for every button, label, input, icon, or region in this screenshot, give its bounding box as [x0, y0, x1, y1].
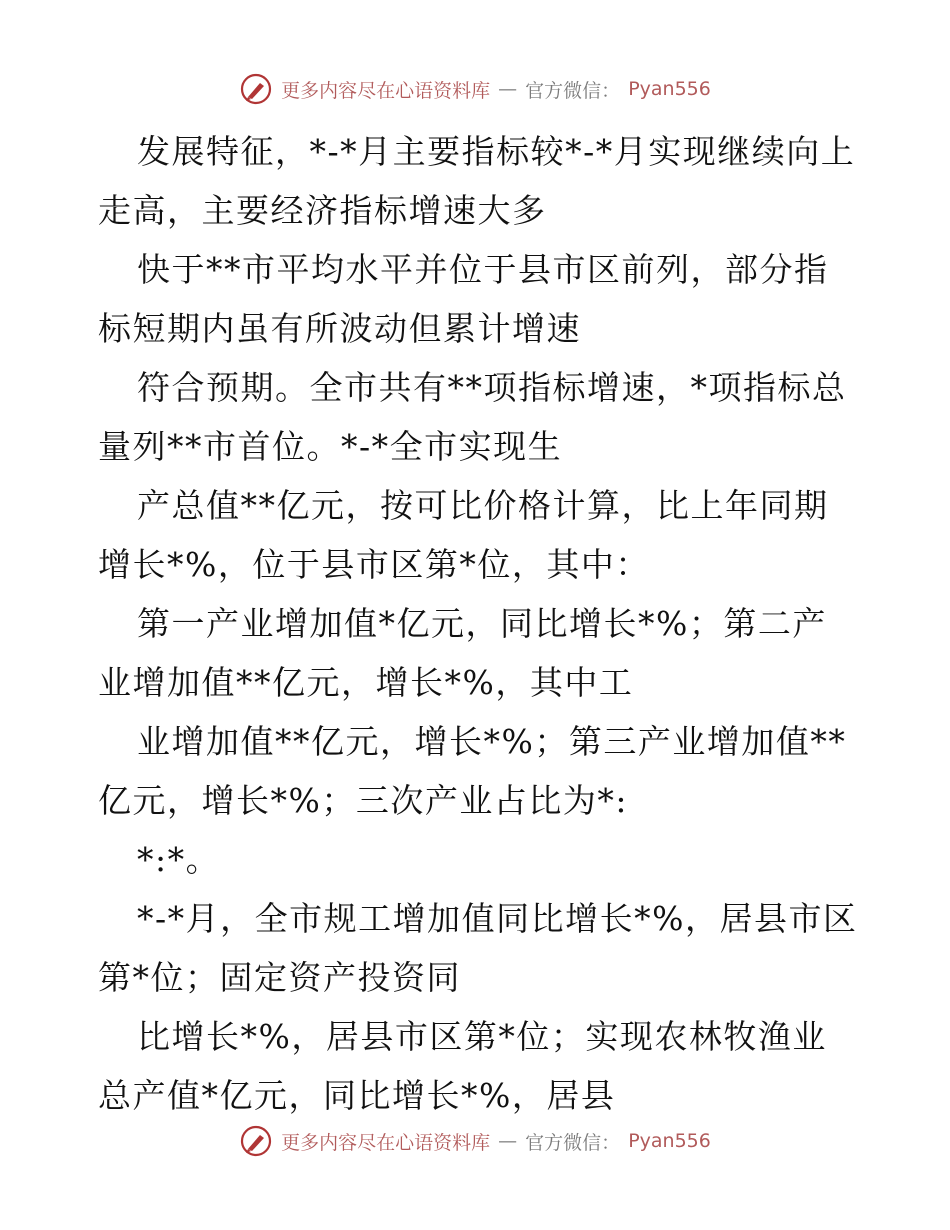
body-paragraph: 发展特征，*-*月主要指标较*-*月实现继续向上走高，主要经济指标增速大多 — [98, 132, 856, 230]
body-paragraph: 业增加值**亿元，增长*%；第三产业增加值**亿元，增长*%；三次产业占比为*: — [98, 722, 847, 820]
body-paragraph: 产总值**亿元，按可比价格计算，比上年同期增长*%，位于县市区第*位，其中： — [98, 486, 829, 584]
header-watermark — [0, 72, 950, 106]
body-paragraph: *:*。 — [137, 840, 221, 879]
pen-logo-icon — [239, 72, 273, 106]
body-paragraph: 符合预期。全市共有**项指标增速，*项指标总量列**市首位。*-*全市实现生 — [98, 368, 847, 466]
watermark-main-text: 更多内容尽在心语资料库 — [281, 79, 491, 102]
watermark-official-label: 官方微信： — [525, 79, 621, 102]
body-paragraph: *-*月，全市规工增加值同比增长*%，居县市区第*位；固定资产投资同 — [98, 899, 858, 997]
watermark-separator: — — [498, 1130, 518, 1152]
pen-logo-icon — [239, 1124, 273, 1158]
document-body — [98, 122, 858, 1125]
body-paragraph: 第一产业增加值*亿元，同比增长*%；第二产业增加值**亿元，增长*%，其中工 — [98, 604, 827, 702]
footer-watermark — [0, 1124, 950, 1158]
watermark-wechat-id: Pyan556 — [628, 1130, 711, 1152]
body-paragraph: 比增长*%，居县市区第*位；实现农林牧渔业总产值*亿元，同比增长*%，居县 — [98, 1017, 827, 1115]
body-paragraph: 快于**市平均水平并位于县市区前列，部分指标短期内虽有所波动但累计增速 — [98, 250, 829, 348]
watermark-official-label: 官方微信： — [525, 1131, 621, 1154]
watermark-separator: — — [498, 78, 518, 100]
watermark-wechat-id: Pyan556 — [628, 78, 711, 100]
watermark-main-text: 更多内容尽在心语资料库 — [281, 1131, 491, 1154]
